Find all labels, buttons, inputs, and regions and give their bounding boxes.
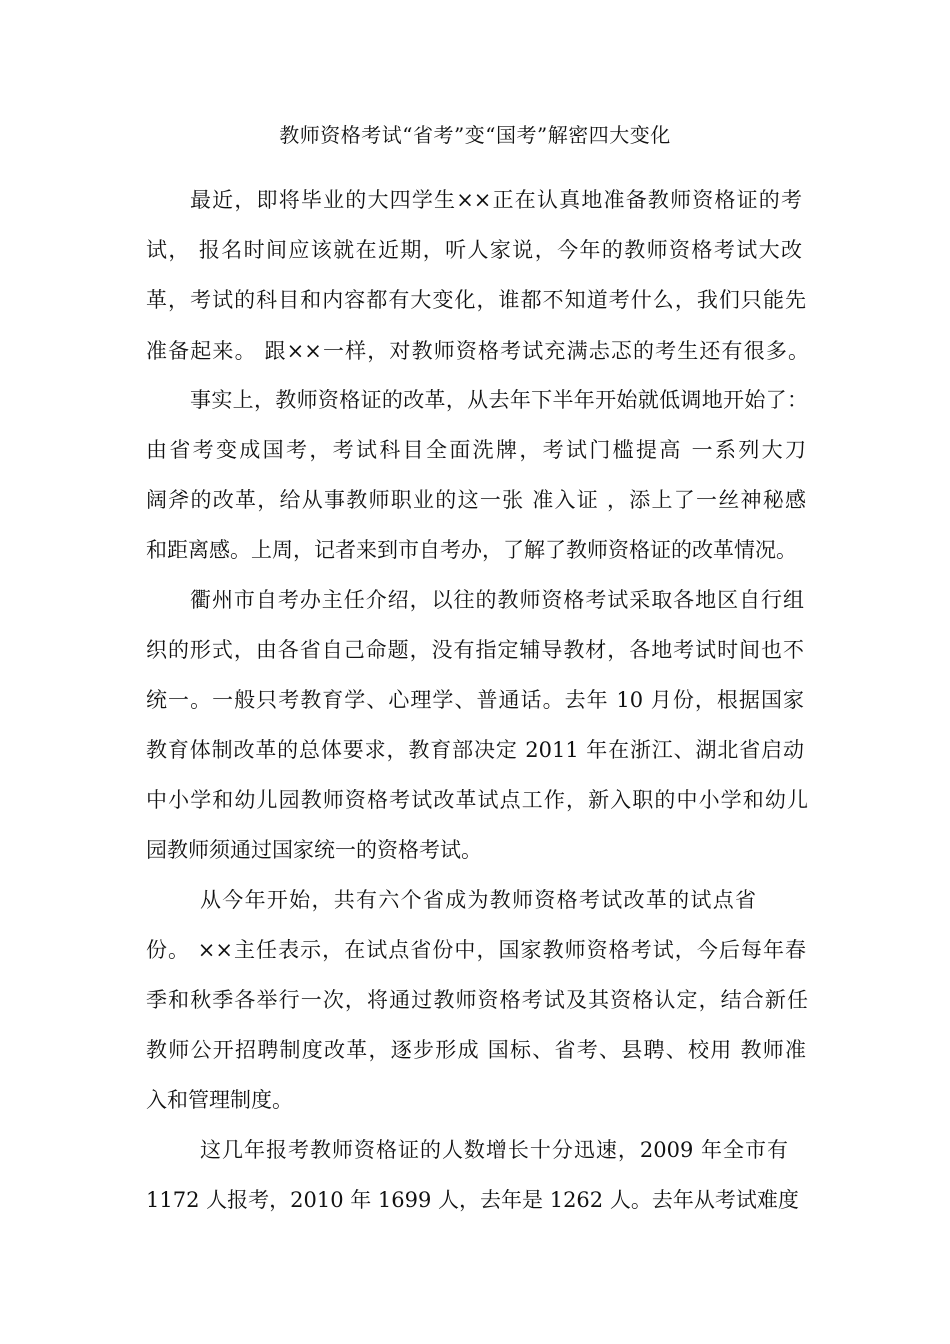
body-line: 衢州市自考办主任介绍，以往的教师资格考试采取各地区自行组 (190, 588, 804, 612)
body-line: 季和秋季各举行一次，将通过教师资格考试及其资格认定，结合新任 (146, 988, 808, 1012)
body-line: 份。 ××主任表示，在试点省份中，国家教师资格考试，今后每年春 (146, 938, 806, 962)
body-line: 教师公开招聘制度改革，逐步形成 国标、省考、县聘、校用 教师准 (146, 1038, 806, 1062)
body-line: 统一。一般只考教育学、心理学、普通话。去年 10 月份，根据国家 (146, 688, 804, 712)
body-line: 革，考试的科目和内容都有大变化，谁都不知道考什么，我们只能先 (146, 288, 806, 312)
body-line: 最近，即将毕业的大四学生××正在认真地准备教师资格证的考 (190, 188, 802, 212)
body-line: 入和管理制度。 (146, 1088, 293, 1112)
body-line: 1172 人报考，2010 年 1699 人，去年是 1262 人。去年从考试难度 (146, 1188, 799, 1212)
body-line: 织的形式，由各省自己命题，没有指定辅导教材，各地考试时间也不 (146, 638, 804, 662)
body-line: 从今年开始，共有六个省成为教师资格考试改革的试点省 (200, 888, 756, 912)
body-line: 和距离感。上周，记者来到市自考办，了解了教师资格证的改革情况。 (146, 538, 797, 562)
body-line: 由省考变成国考，考试科目全面洗牌，考试门槛提高 一系列大刀 (146, 438, 806, 462)
body-line: 准备起来。 跟××一样，对教师资格考试充满忐忑的考生还有很多。 (146, 339, 809, 363)
body-line: 事实上，教师资格证的改革，从去年下半年开始就低调地开始了： (190, 388, 808, 412)
document-title: 教师资格考试“省考”变“国考”解密四大变化 (279, 123, 671, 147)
body-line: 中小学和幼儿园教师资格考试改革试点工作，新入职的中小学和幼儿 (146, 788, 808, 812)
body-line: 教育体制改革的总体要求，教育部决定 2011 年在浙江、湖北省启动 (146, 738, 804, 762)
body-line: 这几年报考教师资格证的人数增长十分迅速，2009 年全市有 (200, 1138, 788, 1162)
body-line: 试， 报名时间应该就在近期，听人家说，今年的教师资格考试大改 (146, 238, 802, 262)
body-line: 园教师须通过国家统一的资格考试。 (146, 838, 482, 862)
body-line: 阔斧的改革，给从事教师职业的这一张 准入证 ，添上了一丝神秘感 (146, 488, 806, 512)
